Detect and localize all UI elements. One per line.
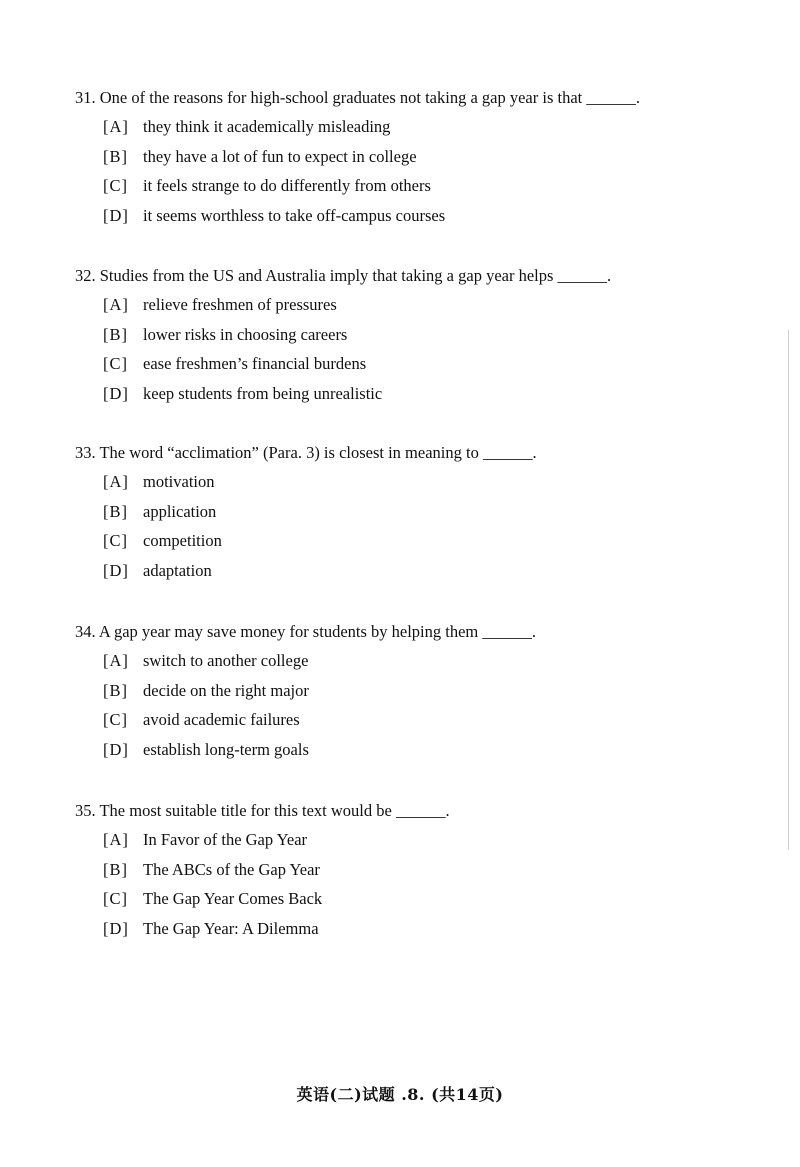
- option-letter: [D]: [103, 918, 129, 938]
- question-31: [75, 88, 765, 235]
- option-letter: [C]: [103, 710, 128, 730]
- option-text: it feels strange to do differently from others: [143, 176, 431, 196]
- option-c: [103, 354, 765, 374]
- option-letter: [B]: [103, 146, 128, 166]
- option-b: [103, 325, 765, 345]
- option-letter: [D]: [103, 383, 129, 403]
- option-text: adaptation: [143, 560, 212, 580]
- option-c: [103, 531, 765, 551]
- option-text: The ABCs of the Gap Year: [143, 859, 320, 879]
- option-a: [103, 651, 765, 671]
- option-letter: [D]: [103, 560, 129, 580]
- option-b: [103, 860, 765, 880]
- question-33: [75, 443, 765, 590]
- option-letter: [A]: [103, 651, 129, 670]
- question-stem: 34. A gap year may save money for students by helping them ______.: [75, 622, 537, 641]
- option-letter: [B]: [103, 324, 128, 344]
- option-text: In Favor of the Gap Year: [143, 830, 308, 849]
- option-list: [75, 117, 765, 226]
- option-letter: [B]: [103, 680, 128, 700]
- option-text: The Gap Year Comes Back: [143, 889, 323, 909]
- option-d: [103, 740, 765, 760]
- option-letter: [A]: [103, 295, 129, 314]
- option-text: motivation: [143, 472, 215, 491]
- option-text: avoid academic failures: [143, 710, 300, 730]
- option-c: [103, 889, 765, 909]
- option-a: [103, 117, 765, 137]
- option-c: [103, 710, 765, 730]
- option-text: decide on the right major: [143, 680, 309, 700]
- option-list: [75, 830, 765, 939]
- option-letter: [C]: [103, 889, 128, 909]
- question-stem: 32. Studies from the US and Australia imply that taking a gap year helps ______.: [75, 266, 612, 285]
- option-d: [103, 384, 765, 404]
- option-letter: [D]: [103, 205, 129, 225]
- option-d: [103, 919, 765, 939]
- option-list: [75, 651, 765, 760]
- option-text: establish long-term goals: [143, 739, 309, 759]
- option-text: application: [143, 501, 217, 521]
- option-text: ease freshmen’s financial burdens: [143, 354, 367, 374]
- option-letter: [A]: [103, 472, 129, 491]
- option-list: [75, 295, 765, 404]
- question-34: [75, 622, 765, 769]
- option-c: [103, 176, 765, 196]
- question-35: [75, 801, 765, 948]
- option-text: lower risks in choosing careers: [143, 324, 348, 344]
- option-text: they think it academically misleading: [143, 117, 391, 136]
- option-letter: [C]: [103, 176, 128, 196]
- option-d: [103, 206, 765, 226]
- option-text: relieve freshmen of pressures: [143, 295, 337, 314]
- option-letter: [B]: [103, 859, 128, 879]
- option-b: [103, 502, 765, 522]
- option-letter: [B]: [103, 501, 128, 521]
- option-text: keep students from being unrealistic: [143, 383, 383, 403]
- option-letter: [C]: [103, 354, 128, 374]
- option-a: [103, 830, 765, 850]
- option-a: [103, 472, 765, 492]
- option-d: [103, 561, 765, 581]
- option-letter: [D]: [103, 739, 129, 759]
- question-stem: 33. The word “acclimation” (Para. 3) is closest in meaning to ______.: [75, 443, 537, 462]
- option-text: The Gap Year: A Dilemma: [143, 918, 319, 938]
- question-32: [75, 266, 765, 413]
- option-text: they have a lot of fun to expect in college: [143, 146, 417, 166]
- option-text: competition: [143, 531, 222, 551]
- option-letter: [A]: [103, 117, 129, 136]
- option-b: [103, 681, 765, 701]
- option-list: [75, 472, 765, 581]
- option-text: it seems worthless to take off-campus courses: [143, 205, 446, 225]
- scan-edge-line: [788, 330, 789, 850]
- option-b: [103, 147, 765, 167]
- option-letter: [A]: [103, 830, 129, 849]
- option-letter: [C]: [103, 531, 128, 551]
- question-stem: 31. One of the reasons for high-school graduates not taking a gap year is that ______.: [75, 88, 640, 107]
- page-footer: 英语(二)试题 .8. (共14页): [296, 1085, 504, 1104]
- question-stem: 35. The most suitable title for this text would be ______.: [75, 801, 450, 820]
- option-a: [103, 295, 765, 315]
- option-text: switch to another college: [143, 651, 309, 670]
